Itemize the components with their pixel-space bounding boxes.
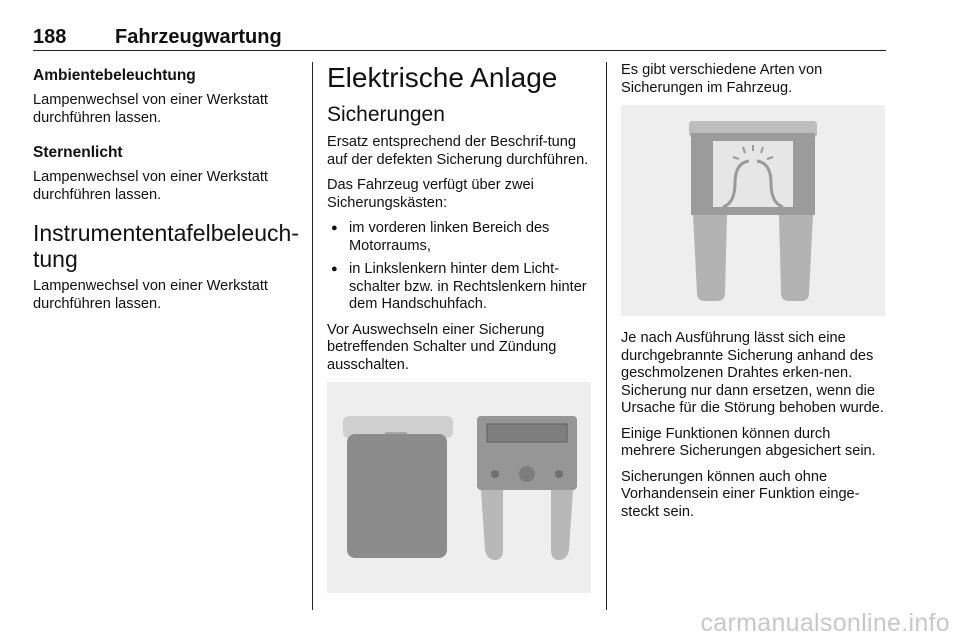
fuse-types-illustration xyxy=(327,382,591,593)
heading-ambientebeleuchtung: Ambientebeleuchtung xyxy=(33,67,196,84)
fuse-types-svg xyxy=(327,382,591,593)
heading-instrumententafel: Instrumententafelbeleuch-tung xyxy=(33,220,299,272)
column-divider xyxy=(606,62,607,610)
paragraph: Vor Auswechseln einer Sicherung betreffenden Schalter und Zündung ausschalten. xyxy=(327,321,557,373)
text-instrumententafel: Lampenwechsel von einer Werkstatt durchführen lassen. xyxy=(33,278,268,312)
blown-fuse-svg xyxy=(621,105,885,316)
list-item: ● im vorderen linken Bereich des Motorraums, xyxy=(327,220,593,255)
column-right xyxy=(621,62,887,529)
column-divider xyxy=(312,62,313,610)
paragraph: Einige Funktionen können durch mehrere Sicherungen abgesichert sein. xyxy=(621,425,876,459)
list-item: ● in Linkslenkern hinter dem Licht-schalter bzw. in Rechtslenkern hinter dem Handschuhfach. xyxy=(327,261,593,314)
section-title: Elektrische Anlage xyxy=(327,62,558,93)
text-sternenlicht: Lampenwechsel von einer Werkstatt durchführen lassen. xyxy=(33,169,268,203)
bullet-list xyxy=(327,220,593,314)
column-middle xyxy=(327,62,593,607)
paragraph: Es gibt verschiedene Arten von Sicherungen im Fahrzeug. xyxy=(621,62,823,96)
page-title: Fahrzeugwartung xyxy=(115,26,282,48)
paragraph: Das Fahrzeug verfügt über zwei Sicherungskästen: xyxy=(327,177,534,211)
paragraph: Sicherungen können auch ohne Vorhandensein einer Funktion einge-steckt sein. xyxy=(621,468,860,520)
paragraph: Je nach Ausführung lässt sich eine durchgebrannte Sicherung anhand des geschmolzenen Drahtes erken-nen. Sicherung nur dann ersetzen, wenn die Ursache für die Störung behoben wurde. xyxy=(621,330,884,416)
column-left xyxy=(33,62,299,321)
section-subtitle: Sicherungen xyxy=(327,103,445,126)
paragraph: Ersatz entsprechend der Beschrif-tung auf der defekten Sicherung durchführen. xyxy=(327,134,589,168)
blown-fuse-illustration xyxy=(621,105,885,316)
heading-sternenlicht: Sternenlicht xyxy=(33,144,123,161)
page-header xyxy=(33,26,886,52)
watermark: carmanualsonline.info xyxy=(700,609,950,637)
header-rule xyxy=(33,50,886,51)
text-ambientebeleuchtung: Lampenwechsel von einer Werkstatt durchführen lassen. xyxy=(33,92,268,126)
page-number: 188 xyxy=(33,26,67,48)
